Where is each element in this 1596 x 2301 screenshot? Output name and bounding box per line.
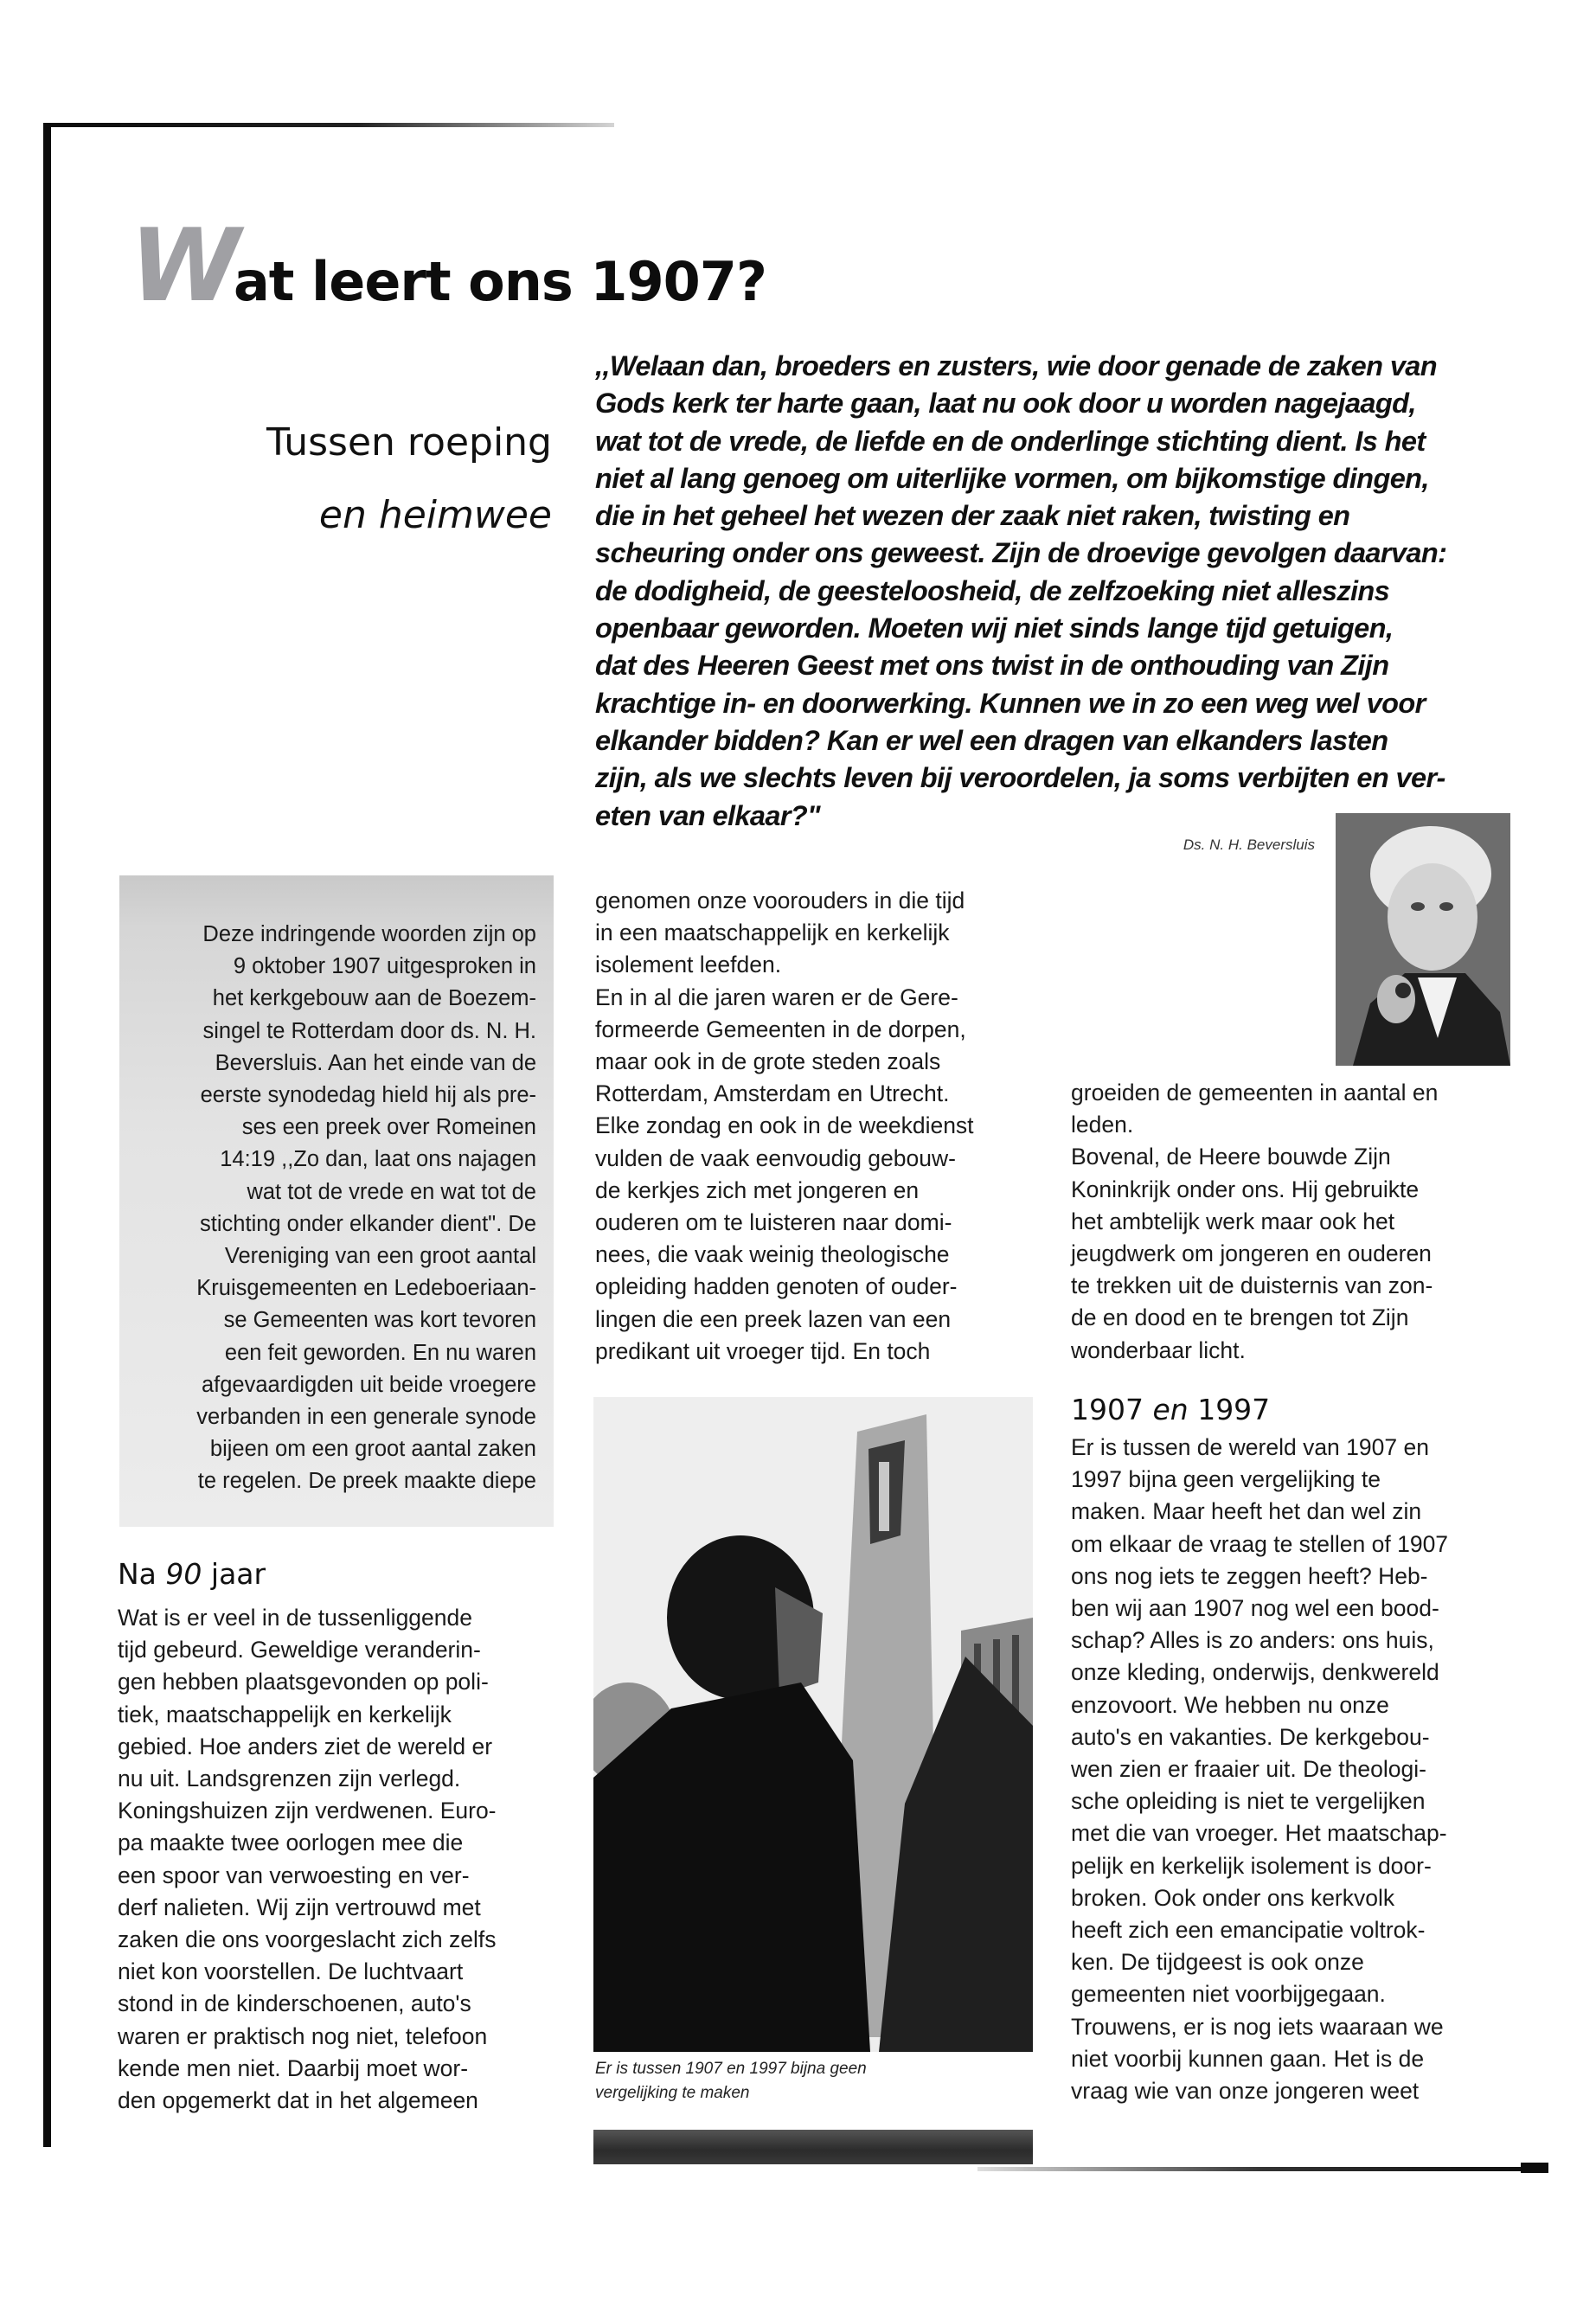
intro-line: 9 oktober 1907 uitgesproken in <box>233 954 536 979</box>
quote-line: wat tot de vrede, de liefde en de onderlinge stichting dient. Is het <box>595 425 1426 457</box>
section-heading-1907-en-1997 <box>1071 1393 1270 1426</box>
article-subtitle <box>156 407 552 552</box>
quote-line: krachtige in- en doorwerking. Kunnen we in zo een weg wel voor <box>595 687 1426 719</box>
intro-line: Beversluis. Aan het einde van de <box>215 1050 536 1075</box>
body-line: opleiding hadden genoten of ouder- <box>595 1273 958 1300</box>
body-line: tijd gebeurd. Geweldige veranderin- <box>118 1637 481 1663</box>
body-line: formeerde Gemeenten in de dorpen, <box>595 1016 966 1042</box>
photo-caption <box>595 2057 1045 2106</box>
body-line: kende men niet. Daarbij moet wor- <box>118 2054 469 2081</box>
body-line: Wat is er veel in de tussenliggende <box>118 1605 472 1631</box>
intro-line: te regelen. De preek maakte diepe <box>197 1469 536 1494</box>
body-line: En in al die jaren waren er de Gere- <box>595 984 958 1010</box>
intro-line: singel te Rotterdam door ds. N. H. <box>202 1018 536 1043</box>
body-line: schap? Alles is zo anders: ons huis, <box>1071 1627 1434 1654</box>
intro-line: ses een preek over Romeinen <box>241 1115 536 1140</box>
body-line: te trekken uit de duisternis van zon- <box>1071 1272 1433 1299</box>
body-line: genomen onze voorouders in die tijd <box>595 888 965 913</box>
body-line: pa maakte twee oorlogen mee die <box>118 1830 464 1856</box>
quote-line: Gods kerk ter harte gaan, laat nu ook door u worden nagejaagd, <box>595 388 1416 420</box>
intro-line: een feit geworden. En nu waren <box>224 1340 536 1365</box>
quote-line: niet al lang genoeg om uiterlijke vormen, om bijkomstige dingen, <box>595 462 1429 494</box>
heading-part: Na <box>118 1557 166 1591</box>
photo-illustration <box>593 1397 1033 2052</box>
quote-line: ,,Welaan dan, broeders en zusters, wie door genade de zaken van <box>595 350 1438 381</box>
subtitle-line-1: Tussen roeping <box>266 420 552 465</box>
body-line: maar ook in de grote steden zoals <box>595 1048 941 1075</box>
intro-line: wat tot de vrede en wat tot de <box>247 1179 536 1204</box>
body-line: een spoor van verwoesting en ver- <box>118 1862 470 1888</box>
body-line: nees, die vaak weinig theologische <box>595 1241 950 1268</box>
body-column-1 <box>118 1602 550 2117</box>
body-line: de kerkjes zich met jongeren en <box>595 1176 920 1203</box>
heading-part: en <box>1152 1393 1189 1426</box>
body-line: derf nalieten. Wij zijn vertrouwd met <box>118 1894 481 1920</box>
section-heading-na-90-jaar <box>118 1557 266 1591</box>
body-line: gemeenten niet voorbijgegaan. <box>1071 1981 1386 2008</box>
pull-quote <box>595 348 1519 835</box>
page-frame-corner <box>1521 2163 1548 2173</box>
portrait-image <box>1336 813 1510 1066</box>
quote-line: eten van elkaar?" <box>595 799 820 831</box>
quote-line: zijn, als we slechts leven bij veroordelen, ja soms verbijten en ver- <box>595 762 1445 794</box>
body-line: waren er praktisch nog niet, telefoon <box>118 2022 488 2049</box>
photo-caption-line: Er is tussen 1907 en 1997 bijna geen <box>595 2060 867 2078</box>
body-line: broken. Ook onder ons kerkvolk <box>1071 1884 1395 1911</box>
intro-line: Vereniging van een groot aantal <box>224 1244 536 1269</box>
quote-attribution: Ds. N. H. Beversluis <box>1183 836 1315 853</box>
intro-box-text <box>128 919 536 1498</box>
quote-line: scheuring onder ons geweest. Zijn de droevige gevolgen daarvan: <box>595 537 1447 569</box>
quote-line: de dodigheid, de geesteloosheid, de zelfzoeking niet alleszins <box>595 574 1390 606</box>
body-column-2 <box>595 885 1036 1368</box>
body-line: gen hebben plaatsgevonden op poli- <box>118 1669 489 1695</box>
body-line: 1997 bijna geen vergelijking te <box>1071 1466 1381 1493</box>
body-line: het ambtelijk werk maar ook het <box>1071 1208 1395 1234</box>
body-line: ken. De tijdgeest is ook onze <box>1071 1949 1364 1976</box>
body-line: wonderbaar licht. <box>1071 1336 1246 1363</box>
body-line: de en dood en te brengen tot Zijn <box>1071 1304 1409 1331</box>
body-line: ons nog iets te zeggen heeft? Heb- <box>1071 1562 1428 1589</box>
intro-line: het kerkgebouw aan de Boezem- <box>212 986 536 1011</box>
body-line: zaken die ons voorgeslacht zich zelfs <box>118 1926 497 1953</box>
article-title <box>130 208 766 324</box>
body-line: tiek, maatschappelijk en kerkelijk <box>118 1701 452 1727</box>
body-column-3 <box>1071 1077 1521 1367</box>
quote-line: openbaar geworden. Moeten wij niet sinds lange tijd getuigen, <box>595 612 1394 644</box>
intro-line: verbanden in een generale synode <box>196 1405 536 1430</box>
body-line: niet kon voorstellen. De luchtvaart <box>118 1958 464 1985</box>
body-line: Rotterdam, Amsterdam en Utrecht. <box>595 1080 950 1107</box>
next-photo-strip <box>593 2130 1033 2164</box>
body-column-3-section-2 <box>1071 1432 1521 2107</box>
body-line: lingen die een preek lazen van een <box>595 1305 952 1332</box>
body-line: in een maatschappelijk en kerkelijk <box>595 920 950 946</box>
body-line: niet voorbij kunnen gaan. Het is de <box>1071 2045 1425 2072</box>
intro-line: afgevaardigden uit beide vroegere <box>201 1372 536 1397</box>
quote-line: dat des Heeren Geest met ons twist in de onthouding van Zijn <box>595 650 1389 682</box>
body-line: heeft zich een emancipatie voltrok- <box>1071 1917 1426 1944</box>
quote-line: die in het geheel het wezen der zaak niet raken, twisting en <box>595 500 1350 532</box>
body-line: ben wij aan 1907 nog wel een bood- <box>1071 1595 1439 1622</box>
body-line: Elke zondag en ook in de weekdienst <box>595 1112 974 1139</box>
heading-part: 90 <box>165 1557 202 1591</box>
body-line: isolement leefden. <box>595 952 782 978</box>
intro-line: se Gemeenten was kort tevoren <box>223 1308 536 1333</box>
body-line: predikant uit vroeger tijd. En toch <box>595 1337 931 1364</box>
body-line: Koninkrijk onder ons. Hij gebruikte <box>1071 1176 1420 1202</box>
body-line: Bovenal, de Heere bouwde Zijn <box>1071 1144 1391 1170</box>
intro-line: bijeen om een groot aantal zaken <box>209 1437 536 1462</box>
subtitle-line-2: en heimwee <box>318 493 552 537</box>
intro-line: Kruisgemeenten en Ledeboeriaan- <box>196 1276 536 1301</box>
body-line: enzovoort. We hebben nu onze <box>1071 1691 1389 1718</box>
body-line: nu uit. Landsgrenzen zijn verlegd. <box>118 1766 461 1792</box>
portrait-illustration <box>1336 813 1510 1066</box>
body-line: met die van vroeger. Het maatschap- <box>1071 1820 1447 1847</box>
body-line: wen zien er fraaier uit. De theologi- <box>1071 1756 1426 1783</box>
body-line: groeiden de gemeenten in aantal en <box>1071 1080 1439 1106</box>
body-line: om elkaar de vraag te stellen of 1907 <box>1071 1530 1449 1557</box>
quote-line: elkander bidden? Kan er wel een dragen van elkanders lasten <box>595 724 1388 756</box>
page-frame-left-rule <box>43 123 51 2147</box>
heading-part: jaar <box>202 1557 266 1591</box>
photo-caption-line: vergelijking te maken <box>595 2084 750 2102</box>
body-line: Er is tussen de wereld van 1907 en <box>1071 1434 1429 1460</box>
body-line: Trouwens, er is nog iets waaraan we <box>1071 2013 1444 2040</box>
body-line: maken. Maar heeft het dan wel zin <box>1071 1498 1422 1525</box>
body-line: onze kleding, onderwijs, denkwereld <box>1071 1659 1439 1686</box>
body-line: jeugdwerk om jongeren en ouderen <box>1071 1240 1432 1267</box>
body-line: auto's en vakanties. De kerkgebou- <box>1071 1723 1430 1750</box>
heading-part: 1907 <box>1071 1393 1153 1426</box>
body-line: pelijk en kerkelijk isolement is door- <box>1071 1852 1432 1879</box>
body-line: stond in de kinderschoenen, auto's <box>118 1990 471 2017</box>
body-line: gebied. Hoe anders ziet de wereld er <box>118 1733 493 1759</box>
body-line: sche opleiding is niet te vergelijken <box>1071 1788 1426 1815</box>
body-line: den opgemerkt dat in het algemeen <box>118 2087 478 2114</box>
page-frame-bottom-rule <box>977 2167 1548 2171</box>
body-line: Koningshuizen zijn verdwenen. Euro- <box>118 1798 497 1824</box>
heading-part: 1997 <box>1188 1393 1271 1426</box>
title-initial: W <box>130 208 234 324</box>
intro-line: Deze indringende woorden zijn op <box>202 922 536 946</box>
intro-line: 14:19 ,,Zo dan, laat ons najagen <box>220 1147 536 1172</box>
intro-line: eerste synodedag hield hij als pre- <box>200 1083 536 1108</box>
body-line: vulden de vaak eenvoudig gebouw- <box>595 1144 956 1171</box>
intro-line: stichting onder elkander dient". De <box>200 1211 536 1236</box>
body-line: ouderen om te luisteren naar domi- <box>595 1209 952 1236</box>
body-line: vraag wie van onze jongeren weet <box>1071 2078 1420 2105</box>
church-tower-photo <box>593 1397 1033 2052</box>
body-line: leden. <box>1071 1112 1134 1138</box>
page-frame-top-rule <box>43 123 614 127</box>
title-text: at leert ons 1907? <box>233 250 766 313</box>
